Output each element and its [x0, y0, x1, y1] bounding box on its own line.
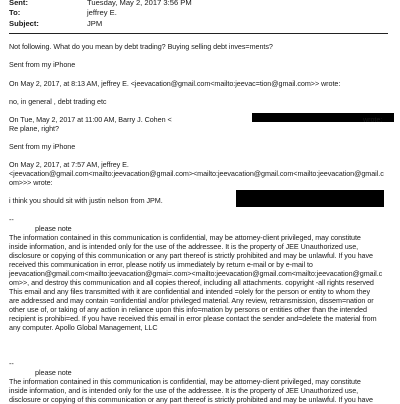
body-line: On May 2, 2017, at 7:57 AM, jeffrey E.: [9, 160, 129, 169]
sent-row: [9, 0, 192, 7]
to-row: [9, 8, 117, 17]
to-value: jeffrey E.: [87, 8, 117, 17]
body-line: On Tue, May 2, 2017 at 11:00 AM, Barry J. Cohen <: [9, 115, 172, 124]
body-line: --: [9, 359, 14, 368]
body-line: recipient is prohibi=ed. If you have received this email in error please contact the sender and=delete the material from: [9, 314, 377, 323]
body-line: <jeevacation@gmail.com<mailto:jeevacation@gmail.com><mailto:jeevacation@gmail.com<mailto:jeevacation@gmail.c: [9, 169, 384, 178]
body-line: inside information, and is intended only for the use of the addressee. It is the property of JEE Unauthorized use,: [9, 242, 359, 251]
body-line: --: [9, 215, 14, 224]
body-line: any computer. Apollo Global Management, LLC: [9, 323, 158, 332]
body-line: please note: [35, 224, 72, 233]
to-label: To:: [9, 8, 21, 17]
body-line: This email and any files transmitted with it are confidential and intended =olely for the person or entity to whom they: [9, 287, 371, 296]
subject-value: JPM: [87, 19, 103, 28]
body-line: are addressed and may contain =onfidential and/or privileged material. Any review, retransmission, dissem=nation or: [9, 296, 374, 305]
body-line: received this communication in error, please notify us immediately by return e-mail or by e-mail to: [9, 260, 313, 269]
body-line: Not following. What do you mean by debt trading? Buying selling debt inves=ments?: [9, 42, 273, 51]
body-line: Re plane, right?: [9, 124, 59, 133]
body-line: no, in general , debt trading etc: [9, 97, 107, 106]
body-line: disclosure or copying of this communication or any part thereof is strictly prohibited and may be unlawful. If you have: [9, 395, 373, 404]
body-line: i think you should sit with justin nelson from JPM.: [9, 196, 163, 205]
sent-label: Sent:: [9, 0, 28, 7]
subject-row: [9, 19, 102, 28]
body-line: wrote:: [363, 115, 383, 124]
body-line: om>>> wrote:: [9, 178, 53, 187]
body-line: om>>, and destroy this communication and all copies thereof, including all attachments. copyright -all rights reserved: [9, 278, 374, 287]
header-divider: [9, 33, 388, 34]
body-line: On May 2, 2017, at 8:13 AM, jeffrey E. <jeevacation@gmail.com<mailto:jeevac=tion@gmail.com>> wrote:: [9, 79, 341, 88]
body-line: The information contained in this communication is confidential, may be attorney-client privileged, may constitute: [9, 233, 361, 242]
body-line: jeevacation@gmail.com<mailto:jeevacation@gmai=.com><mailto:jeevacation@gmail.com<mailto:jeevacation@gmail.c: [9, 269, 383, 278]
subject-label: Subject:: [9, 19, 39, 28]
redaction-box: [236, 190, 384, 207]
body-line: other use of, or taking of any action in reliance upon this info=mation by persons or entities other than the intended: [9, 305, 367, 314]
body-line: Sent from my iPhone: [9, 60, 76, 69]
body-line: disclosure or copying of this communication or any part thereof is strictly prohibited and may be unlawful. If you have: [9, 251, 373, 260]
body-line: please note: [35, 368, 72, 377]
body-line: inside information, and is intended only for the use of the addressee. It is the property of JEE Unauthorized use,: [9, 386, 359, 395]
body-line: Sent from my iPhone: [9, 142, 76, 151]
sent-value: Tuesday, May 2, 2017 3:56 PM: [87, 0, 192, 7]
body-line: The information contained in this communication is confidential, may be attorney-client privileged, may constitute: [9, 377, 361, 386]
